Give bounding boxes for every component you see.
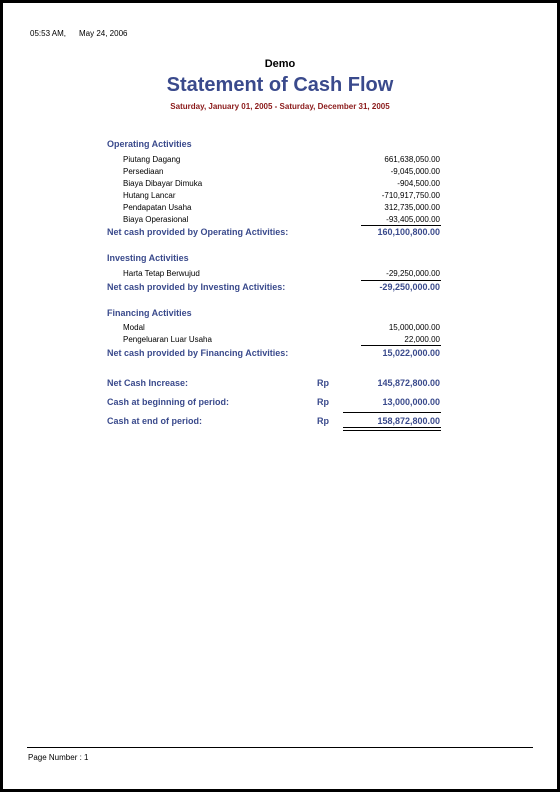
financing-item-label: Pengeluaran Luar Usaha [123, 335, 212, 344]
investing-total-amount: -29,250,000.00 [379, 282, 440, 292]
operating-item-label: Piutang Dagang [123, 155, 181, 164]
operating-item-amount: -904,500.00 [397, 179, 440, 188]
net-increase-label: Net Cash Increase: [107, 378, 189, 388]
operating-item-label: Biaya Dibayar Dimuka [123, 179, 203, 188]
operating-total-label: Net cash provided by Operating Activities: [107, 227, 289, 237]
financing-total-label: Net cash provided by Financing Activities: [107, 348, 289, 358]
financing-total-amount: 15,022,000.00 [382, 348, 440, 358]
ending-cash-double-rule [343, 427, 441, 431]
operating-heading: Operating Activities [107, 139, 192, 149]
investing-item-label: Harta Tetap Berwujud [123, 269, 200, 278]
ending-cash-label: Cash at end of period: [107, 416, 203, 426]
ending-cash-rule [343, 412, 441, 413]
operating-total-amount: 160,100,800.00 [377, 227, 440, 237]
financing-subtotal-rule [361, 345, 441, 346]
beginning-cash-label: Cash at beginning of period: [107, 397, 229, 407]
investing-item-amount: -29,250,000.00 [386, 269, 440, 278]
investing-heading: Investing Activities [107, 253, 189, 263]
company-name: Demo [264, 58, 296, 70]
print-time: 05:53 AM, [30, 29, 67, 38]
investing-subtotal-rule [361, 280, 441, 281]
financing-item-amount: 22,000.00 [404, 335, 440, 344]
operating-item-label: Hutang Lancar [123, 191, 176, 200]
operating-item-amount: -710,917,750.00 [381, 191, 440, 200]
operating-subtotal-rule [361, 225, 441, 226]
operating-item-amount: -9,045,000.00 [390, 167, 440, 176]
operating-item-amount: 312,735,000.00 [384, 203, 440, 212]
financing-heading: Financing Activities [107, 308, 192, 318]
net-increase-amount: 145,872,800.00 [377, 378, 440, 388]
page-number: Page Number : 1 [28, 753, 89, 762]
report-title: Statement of Cash Flow [166, 74, 394, 96]
beginning-cash-amount: 13,000,000.00 [382, 397, 440, 407]
print-date: May 24, 2006 [79, 29, 128, 38]
ending-cash-currency: Rp [317, 416, 329, 426]
financing-item-amount: 15,000,000.00 [388, 323, 440, 332]
beginning-cash-currency: Rp [317, 397, 329, 407]
footer-rule [27, 747, 533, 748]
operating-item-label: Persediaan [123, 167, 164, 176]
ending-cash-amount: 158,872,800.00 [377, 416, 440, 426]
financing-item-label: Modal [123, 323, 145, 332]
report-period: Saturday, January 01, 2005 - Saturday, December 31, 2005 [170, 102, 390, 111]
net-increase-currency: Rp [317, 378, 329, 388]
operating-item-amount: -93,405,000.00 [386, 215, 440, 224]
operating-item-label: Biaya Operasional [123, 215, 189, 224]
operating-item-label: Pendapatan Usaha [123, 203, 192, 212]
operating-item-amount: 661,638,050.00 [384, 155, 440, 164]
investing-total-label: Net cash provided by Investing Activities: [107, 282, 286, 292]
